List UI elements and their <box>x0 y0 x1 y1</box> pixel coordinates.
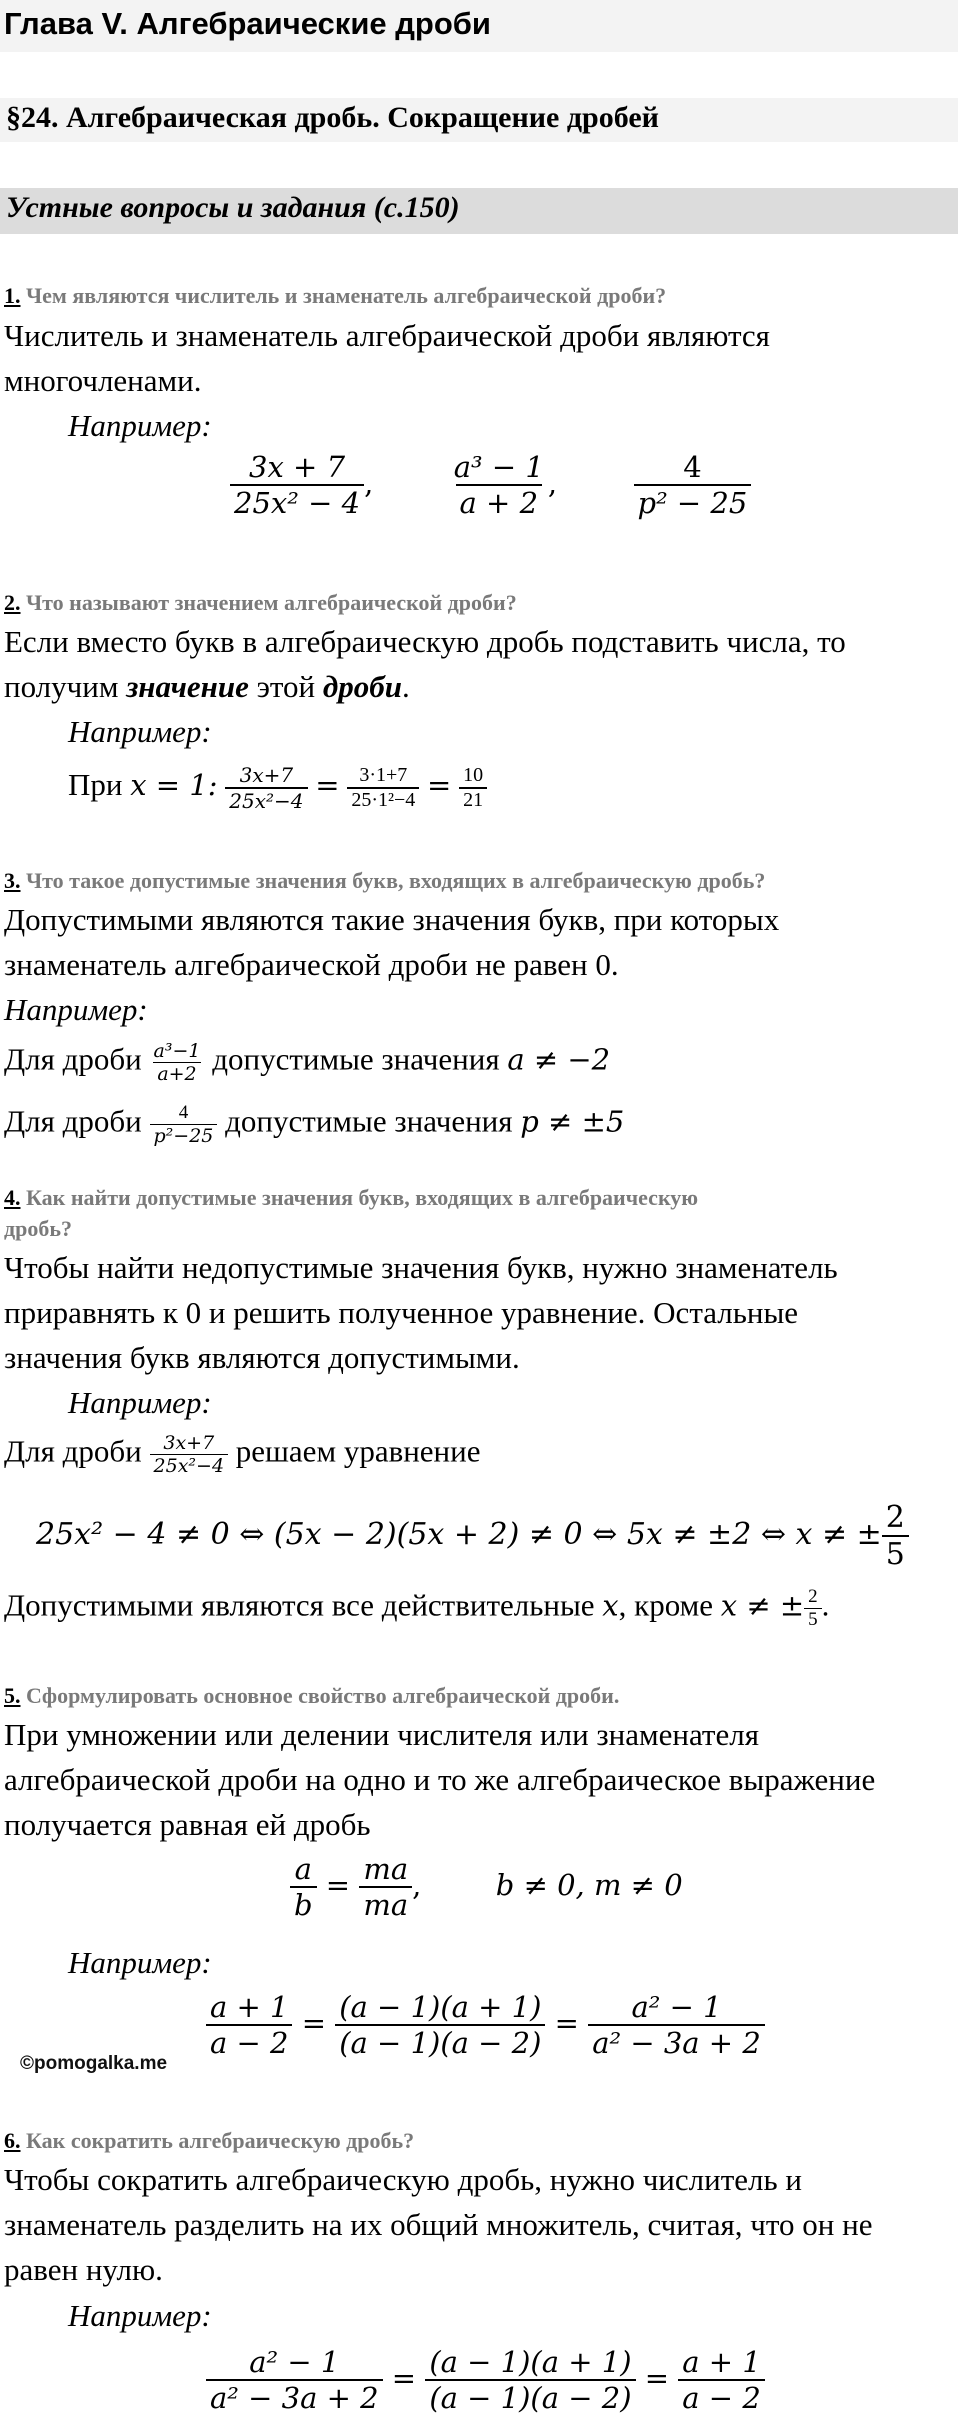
answer-line: знаменатель алгебраической дроби не равен 0. <box>4 947 619 982</box>
example-condition: Для дроби $\frac{3x+7}{\text{25x²−4}}$ решаем уравнение <box>4 1432 481 1477</box>
question-number: 4. <box>4 1185 21 1210</box>
question-5 <box>4 1683 619 1709</box>
fraction: $\frac{3x+7}{\text{25x²−4}}$ <box>225 763 307 813</box>
example-label: Например: <box>4 992 148 1027</box>
answer-line: Чтобы сократить алгебраическую дробь, нужно числитель и <box>4 2162 802 2197</box>
answer-line: получается равная ей дробь <box>4 1807 371 1842</box>
question-number: 5. <box>4 1683 21 1708</box>
example-label: Например: <box>68 2298 212 2333</box>
question-text: Сформулировать основное свойство алгебраической дроби. <box>26 1683 620 1708</box>
answer-line: Если вместо букв в алгебраическую дробь подставить числа, то <box>4 624 846 659</box>
example-equation: $\frac{\text{a² − 1}}{\text{a² − 3a + 2}}$ = $\frac{(a - 1)(a + 1)}{(a - 1)(a - 2)}$ = $\frac{a + 1}{a - 2}$ <box>206 2345 765 2415</box>
fraction: $\frac{\text{a³ − 1}}{a + 2}$ <box>453 450 544 520</box>
answer-line: При умножении или делении числителя или знаменателя <box>4 1717 759 1752</box>
question-text: дробь? <box>4 1216 72 1241</box>
fraction: $\frac{3x + 7}{\text{25x² − 4}}$ <box>230 450 364 520</box>
answer-line: значения букв являются допустимыми. <box>4 1340 520 1375</box>
question-number: 2. <box>4 590 21 615</box>
example-equation: $\frac{a + 1}{a - 2}$ = $\frac{(a - 1)(a + 1)}{(a - 1)(a - 2)}$ = $\frac{\text{a² − 1}}{\text{a² − 3a + 2}}$ <box>206 1990 765 2060</box>
answer-line: Допустимыми являются такие значения букв, при которых <box>4 902 780 937</box>
example-label: Например: <box>68 1945 212 1980</box>
example-fractions: $\frac{3x + 7}{\text{25x² − 4}}$ , $\frac{\text{a³ − 1}}{a + 2}$ , $\frac{4}{\text{p² − 25}}$ <box>230 450 751 520</box>
question-4 <box>4 1185 698 1211</box>
fraction: $\frac{ma}{ma}$ <box>359 1852 412 1922</box>
question-number: 1. <box>4 283 21 308</box>
answer-line: знаменатель разделить на их общий множитель, считая, что он не <box>4 2207 873 2242</box>
example-label: Например: <box>68 714 212 749</box>
question-number: 6. <box>4 2128 21 2153</box>
fraction: $\frac{a}{b}$ <box>290 1852 317 1922</box>
answer-line: алгебраической дроби на одно и то же алгебраическое выражение <box>4 1762 876 1797</box>
question-number: 3. <box>4 868 21 893</box>
fraction: $\frac{\text{a³−1}}{a+2}$ <box>153 1040 201 1085</box>
question-text: Что такое допустимые значения букв, входящих в алгебраическую дробь? <box>26 868 766 893</box>
question-2 <box>4 590 517 616</box>
fraction: $\frac{\text{a² − 1}}{\text{a² − 3a + 2}}$ <box>588 1990 765 2060</box>
fraction: $\frac{a + 1}{a - 2}$ <box>678 2345 764 2415</box>
fraction: $\frac{10}{21}$ <box>459 764 487 812</box>
question-1 <box>4 283 666 309</box>
property-formula: $\frac{a}{b}$ = $\frac{ma}{ma}$ , b ≠ 0, m ≠ 0 <box>290 1852 683 1922</box>
answer-line: равен нулю. <box>4 2252 163 2287</box>
answer-line: приравнять к 0 и решить полученное уравнение. Остальные <box>4 1295 799 1330</box>
question-text: Что называют значением алгебраической дроби? <box>26 590 517 615</box>
answer-line: многочленами. <box>4 363 202 398</box>
question-text: Как найти допустимые значения букв, входящих в алгебраическую <box>26 1185 699 1210</box>
fraction: $\frac{a + 1}{a - 2}$ <box>206 1990 292 2060</box>
answer-line: Чтобы найти недопустимые значения букв, нужно знаменатель <box>4 1250 838 1285</box>
question-6 <box>4 2128 414 2154</box>
fraction: $\frac{3x+7}{\text{25x²−4}}$ <box>150 1432 229 1477</box>
watermark: ©pomogalka.me <box>20 2053 168 2074</box>
equation: 25x² − 4 ≠ 0 ⇔ (5x − 2)(5x + 2) ≠ 0 ⇔ 5x ≠ ±2 ⇔ x ≠ ± $\frac{2}{5}$ <box>36 1500 909 1572</box>
fraction: $\frac{2}{5}$ <box>882 1500 909 1572</box>
example-calculation: При x = 1: $\frac{3x+7}{\text{25x²−4}}$ = $\frac{3\cdot 1+7}{\text{25·1²−4}}$ = $\frac{10}{21}$ <box>68 763 487 813</box>
answer-line: Числитель и знаменатель алгебраической дроби являются <box>4 318 770 353</box>
question-text: Чем являются числитель и знаменатель алгебраической дроби? <box>26 283 667 308</box>
example-condition: Для дроби $\frac{4}{\text{p²−25}}$ допустимые значения p ≠ ±5 <box>4 1102 625 1147</box>
example-label: Например: <box>68 1385 212 1420</box>
fraction: $\frac{4}{\text{p² − 25}}$ <box>634 450 752 520</box>
fraction: $\frac{4}{\text{p²−25}}$ <box>150 1102 218 1147</box>
conclusion: Допустимыми являются все действительные x, кроме x ≠ ± $\frac{2}{5}$ . <box>4 1586 830 1630</box>
example-condition: Для дроби $\frac{\text{a³−1}}{a+2}$ допустимые значения a ≠ −2 <box>4 1040 611 1085</box>
fraction: $\frac{(a - 1)(a + 1)}{(a - 1)(a - 2)}$ <box>335 1990 545 2060</box>
fraction: $\frac{(a - 1)(a + 1)}{(a - 1)(a - 2)}$ <box>425 2345 635 2415</box>
fraction: $\frac{2}{5}$ <box>804 1586 822 1631</box>
section-title: §24. Алгебраическая дробь. Сокращение дробей <box>6 101 659 134</box>
question-text: Как сократить алгебраическую дробь? <box>26 2128 415 2153</box>
chapter-title: Глава V. Алгебраические дроби <box>4 6 491 41</box>
answer-line: получим значение этой дроби. <box>4 669 410 704</box>
example-label: Например: <box>68 408 212 443</box>
subsection-title: Устные вопросы и задания (с.150) <box>6 191 460 224</box>
question-3 <box>4 868 765 894</box>
fraction: $\frac{\text{a² − 1}}{\text{a² − 3a + 2}}$ <box>206 2345 383 2415</box>
fraction: $\frac{3\cdot 1+7}{\text{25·1²−4}}$ <box>347 764 419 812</box>
